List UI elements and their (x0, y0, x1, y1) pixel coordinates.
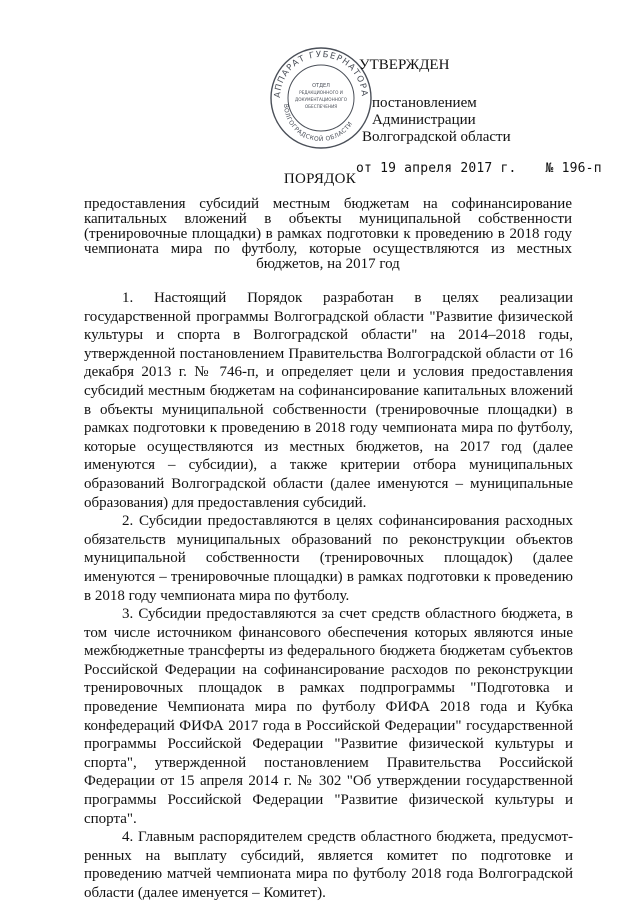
approval-heading: УТВЕРЖДЕН (359, 57, 450, 73)
document-body (84, 289, 573, 903)
stamp-inner-line-2: РЕДАКЦИОННОГО И (299, 90, 343, 95)
paragraph-2: 2. Субсидии предоставляются в целях софинансирования расходных обязательств муниципальных образований по реконструкции объектов муниципальной собственности (тренировочных площадок) (далее именуются – тренировочные площадки) в рамках подготовки к проведению в 2018 году чемпионата мира по футболу. (84, 513, 573, 604)
document-subtitle: предоставления субсидий местным бюджетам на софинансирование капитальных вложений в объекты муниципальной собственности (тренировочные площадки) в рамках подготовки к проведению в 2018 году чемпионата мира по футболу, которые осуществляются из местных бюджетов, на 2017 год (84, 196, 572, 272)
paragraph-3: 3. Субсидии предоставляются за счет средств областного бюджета, в том числе источником финансового обеспечения которых являются иные межбюджетные трансферты из федерального бюджета бюджетам субъектов Российской Федерации на софинансирование расходов по реконструкции тренировочных площадок в рамках подпрограммы "Подготовка и проведение Чемпионата мира по футболу ФИФА 2018 года и Кубка конфедераций ФИФА 2017 года в Российской Федерации" государственной программы Российской Федерации "Развитие физической культуры и спорта", утвержденной постановлением Правительства Российской Федерации от 15 апреля 2014 г. № 302 "Об утверждении государственной программы Российской Федерации "Развитие физической культуры и спорта". (84, 606, 573, 827)
stamp-outer-text: АППАРАТ ГУБЕРНАТОРА (272, 49, 370, 99)
stamp-inner-line-3: ДОКУМЕНТАЦИОННОГО (294, 97, 348, 102)
approval-line-3: Волгоградской области (362, 129, 511, 145)
approval-line-2: Администрации (372, 112, 476, 128)
paragraph-4: 4. Главным распорядителем средств областного бюджета, предусмотренных на выплату субсидий, является комитет по подготовке и проведению матчей чемпионата мира по футболу 2018 года Волгоградской области (далее именуется – Комитет). (84, 829, 573, 901)
document-title: ПОРЯДОК (283, 171, 357, 187)
paragraph-1: 1. Настоящий Порядок разработан в целях реализации государственной программы Волгоградской области "Развитие физической культуры и спорта в Волгоградской области" на 2014–2018 годы, утвержденной постановлением Правительства Волгоградской области от 16 декабря 2013 г. № 746-п, и определяет цели и условия предоставления субсидий местным бюджетам на софинансирование капитальных вложений в объекты муниципальной собственности (тренировочные площадки) в рамках подготовки к проведению в 2018 году чемпионата мира по футболу, которые осуществляются из местных бюджетов, на 2017 год (далее именуются – субсидии), а также критерии отбора муниципальных образований Волгоградской области (далее именуются – муниципальные образования) для предоставления субсидий. (84, 290, 573, 511)
stamp-inner-line-4: ОБЕСПЕЧЕНИЯ (304, 104, 338, 109)
stamp-inner-line-1: ОТДЕЛ (312, 83, 330, 89)
approval-date: от 19 апреля 2017 г. (356, 161, 517, 176)
approval-line-1: постановлением (372, 95, 477, 111)
stamp-bottom-text: ВОЛГОГРАДСКОЙ ОБЛАСТИ (281, 103, 355, 144)
approval-number: № 196-п (545, 161, 602, 176)
